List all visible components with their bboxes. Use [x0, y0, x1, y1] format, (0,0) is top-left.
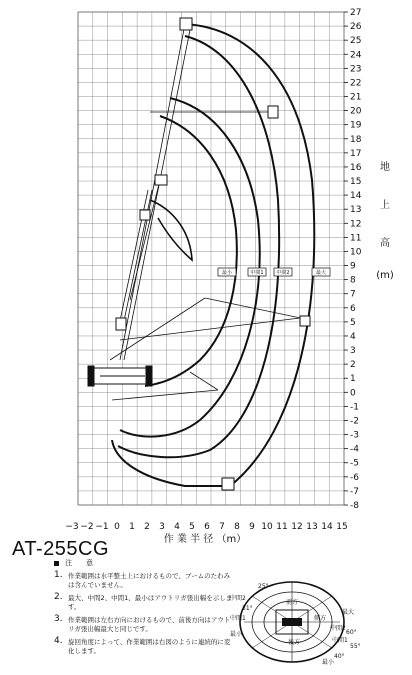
plan-rear-label: 後方 — [287, 639, 301, 646]
y-tick-label: 24 — [350, 50, 362, 61]
x-tick-label: 6 — [204, 522, 210, 532]
x-tick-label: 12 — [291, 522, 303, 532]
y-tick-label: 22 — [350, 78, 362, 89]
plan-angle-4: 55° — [350, 643, 361, 650]
x-tick-label: 10 — [261, 522, 273, 532]
x-tick-label: 9 — [249, 522, 255, 532]
y-tick-label: 19 — [350, 120, 362, 131]
x-tick-label: 11 — [276, 522, 288, 532]
plan-zone-label: 最小 — [230, 631, 243, 638]
x-tick-label: −3 — [65, 522, 79, 532]
plan-angle-1: 25° — [258, 583, 269, 590]
x-axis-label: 作 業 半 径 （m） — [163, 534, 247, 545]
y-tick-label: 23 — [350, 64, 362, 75]
note-number: 4. — [54, 636, 63, 646]
y-label-char-3: 高 — [380, 238, 390, 249]
x-tick-label: −2 — [80, 522, 94, 532]
x-tick-label: 0 — [114, 522, 120, 532]
boom-head-right — [268, 106, 278, 118]
note-item — [54, 638, 234, 656]
y-tick-label: 11 — [350, 233, 362, 244]
y-tick-label: 13 — [350, 205, 362, 216]
x-tick-label: 14 — [321, 522, 333, 532]
envelope-max — [112, 24, 314, 486]
legend-label: 最小 — [221, 270, 233, 276]
x-tick-label: 2 — [144, 522, 150, 532]
y-axis-tick-labels — [344, 8, 362, 511]
plan-side-label: 側方 — [313, 615, 327, 622]
y-tick-label: 2 — [350, 360, 356, 371]
y-tick-label: -4 — [350, 444, 359, 455]
bullet-square-icon — [54, 561, 59, 566]
y-tick-label: 15 — [350, 177, 362, 188]
x-tick-label: 13 — [306, 522, 318, 532]
y-tick-label: 17 — [350, 148, 362, 159]
x-tick-label: 8 — [234, 522, 240, 532]
note-number: 2. — [54, 592, 63, 602]
x-tick-label: 7 — [219, 522, 225, 532]
x-tick-label: 1 — [129, 522, 135, 532]
boom-head-bottom — [222, 478, 234, 490]
y-tick-label: -6 — [350, 472, 359, 483]
y-tick-label: 0 — [350, 388, 356, 399]
x-tick-label: 15 — [336, 522, 348, 532]
y-tick-label: -5 — [350, 458, 359, 469]
plan-angle-5: 40° — [334, 653, 345, 660]
y-tick-label: 6 — [350, 303, 356, 314]
boom-head-top — [180, 18, 192, 30]
y-tick-label: 21 — [350, 92, 362, 103]
y-tick-label: -7 — [350, 486, 359, 497]
y-tick-label: 12 — [350, 219, 362, 230]
note-text: 作業範囲は左右方向におけるもので、前後方向はアウトリガ張出幅最大と同じです。 — [68, 616, 231, 633]
y-tick-label: 14 — [350, 191, 362, 202]
note-item — [54, 616, 234, 634]
plan-zone-label: 中間1 — [332, 637, 348, 644]
boom-head-low — [116, 318, 126, 330]
envelope-mid1 — [120, 98, 260, 437]
y-tick-label: 5 — [350, 317, 356, 328]
legend-label: 中間1 — [250, 270, 264, 276]
y-tick-label: -2 — [350, 416, 359, 427]
y-tick-label: 1 — [350, 374, 356, 385]
x-tick-label: 4 — [174, 522, 180, 532]
y-tick-label: 16 — [350, 162, 362, 173]
plan-angle-2: 31° — [242, 605, 253, 612]
plan-front-label: 前方 — [285, 599, 299, 606]
legend-label: 最大 — [315, 270, 327, 276]
y-label-char-2: 上 — [380, 200, 390, 211]
plan-zone-label: 中間2 — [330, 625, 346, 632]
y-label-char-1: 地 — [380, 162, 390, 173]
note-item — [54, 594, 234, 612]
y-tick-label: 10 — [350, 247, 362, 258]
y-axis-label — [376, 160, 394, 281]
slewing-plan-diagram — [222, 574, 362, 670]
plan-zone-label: 中間2 — [230, 595, 246, 602]
y-tick-label: 7 — [350, 289, 356, 300]
plan-zone-label: 最小 — [322, 659, 335, 666]
notes-list — [54, 572, 234, 660]
y-tick-label: 8 — [350, 275, 356, 286]
boom-head-side — [300, 316, 310, 326]
legend-label: 中間2 — [276, 270, 290, 276]
note-text: 旋回角度によって、作業範囲は右図のように連続的に変化します。 — [68, 638, 231, 655]
plan-angle-3: 60° — [346, 629, 357, 636]
y-tick-label: 25 — [350, 36, 362, 47]
x-tick-label: 3 — [159, 522, 165, 532]
plan-zone-label: 最大 — [342, 609, 355, 616]
note-text: 最大、中間2、中間1、最小はアウトリガ張出幅を示します。 — [68, 594, 233, 611]
y-tick-label: -1 — [350, 402, 359, 413]
notes-heading-text: 注 意 — [65, 559, 93, 567]
note-number: 1. — [54, 570, 63, 580]
crane-carrier — [88, 366, 152, 386]
boom-head-mid — [155, 175, 167, 185]
y-tick-label: 26 — [350, 22, 362, 33]
working-range-envelopes — [112, 24, 314, 486]
model-name: AT-255CG — [12, 538, 109, 560]
note-text: 作業範囲は水平整土上におけるもので、ブームのたわみは含んでいません。 — [68, 572, 231, 589]
y-tick-label: 9 — [350, 261, 356, 272]
y-tick-label: 4 — [350, 331, 356, 342]
boom-head-left — [140, 210, 150, 220]
y-tick-label: 27 — [350, 8, 362, 18]
notes-heading — [54, 558, 93, 568]
plan-carrier — [282, 618, 302, 626]
x-tick-label: −1 — [95, 522, 109, 532]
y-tick-label: 18 — [350, 134, 362, 145]
note-item — [54, 572, 234, 590]
x-tick-label: 5 — [189, 522, 195, 532]
y-tick-label: 3 — [350, 346, 356, 357]
y-tick-label: -8 — [350, 501, 359, 511]
y-tick-label: 20 — [350, 106, 362, 117]
y-tick-label: -3 — [350, 430, 359, 441]
note-number: 3. — [54, 614, 63, 624]
legend — [218, 268, 330, 276]
grid — [78, 12, 344, 505]
plan-zone-label: 中間1 — [230, 615, 246, 622]
y-axis-unit: (m) — [376, 270, 394, 281]
x-axis-tick-labels — [65, 522, 347, 532]
